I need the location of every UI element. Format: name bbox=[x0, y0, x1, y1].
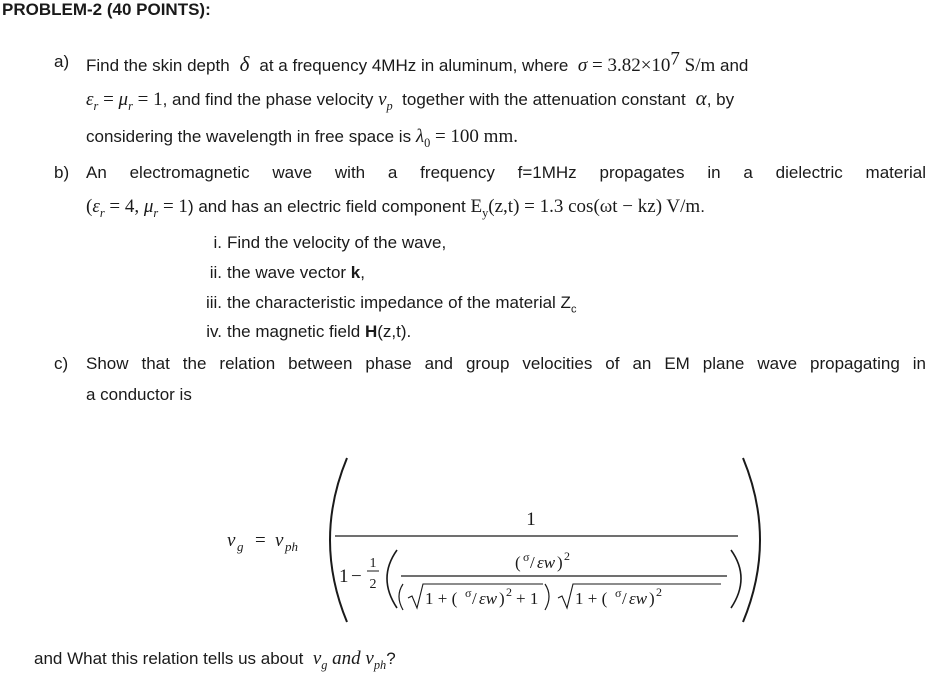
problem-title: PROBLEM-2 (40 POINTS): bbox=[2, 0, 211, 19]
svg-text:εw: εw bbox=[479, 589, 498, 608]
item-iii-num: iii. bbox=[205, 293, 222, 312]
item-i-num: i. bbox=[213, 233, 222, 252]
svg-text:): ) bbox=[649, 589, 655, 608]
svg-text:2: 2 bbox=[506, 585, 512, 599]
svg-text:−: − bbox=[351, 566, 362, 587]
svg-text:): ) bbox=[499, 589, 505, 608]
part-a-label: a) bbox=[54, 52, 70, 71]
part-c-line-2: a conductor is bbox=[86, 385, 192, 404]
group-velocity-formula bbox=[225, 450, 765, 630]
svg-text:g: g bbox=[237, 539, 244, 554]
part-a-line-3: considering the wavelength in free space is $\lambda_0 = 100$ mm. bbox=[86, 126, 518, 150]
svg-text:2: 2 bbox=[369, 577, 377, 592]
svg-text:): ) bbox=[557, 553, 563, 572]
part-c-line-1: Show that the relation between phase and group velocities of an EM plane wave propagating in bbox=[86, 354, 926, 373]
svg-text:2: 2 bbox=[564, 549, 570, 563]
svg-text:+ 1: + 1 bbox=[516, 589, 539, 608]
svg-text:ph: ph bbox=[285, 539, 298, 554]
item-iv-text: the magnetic field H(z,t). bbox=[227, 322, 412, 341]
svg-text:1 + (: 1 + ( bbox=[575, 589, 608, 608]
part-b-label: b) bbox=[54, 163, 70, 182]
svg-text:εw: εw bbox=[629, 589, 648, 608]
svg-text:1: 1 bbox=[339, 566, 349, 587]
svg-text:1: 1 bbox=[369, 556, 377, 571]
svg-text:=: = bbox=[255, 530, 266, 551]
svg-text:(: ( bbox=[515, 553, 521, 572]
svg-text:/: / bbox=[622, 589, 627, 608]
item-ii-text: the wave vector k, bbox=[227, 263, 365, 282]
svg-text:2: 2 bbox=[656, 585, 662, 599]
svg-text:v: v bbox=[227, 530, 236, 551]
part-b-line-2: ($\varepsilon_r = 4$, $\mu_r = 1$) and has an electric field component $E_y(z,t) = 1.3$ cos(ωt − kz) V/m. bbox=[86, 196, 705, 220]
item-ii-num: ii. bbox=[209, 263, 222, 282]
item-iii-text: the characteristic impedance of the material $Z_c$ bbox=[227, 293, 577, 316]
svg-text:σ: σ bbox=[615, 586, 622, 600]
svg-text:/: / bbox=[472, 589, 477, 608]
item-iv-num: iv. bbox=[206, 322, 222, 341]
final-question: and What this relation tells us about $v_g$ and $v_{ph}$? bbox=[34, 648, 396, 672]
part-c-label: c) bbox=[54, 354, 69, 373]
part-a-line-1: Find the skin depth δ at a frequency 4MHz in aluminum, where $\sigma = 3.82\times 10^7$ S/m and bbox=[86, 48, 749, 76]
svg-text:σ: σ bbox=[523, 550, 530, 564]
part-a-line-2: $\varepsilon_r = \mu_r = 1$, and find the phase velocity $v_p$ together with the attenuation constant α, by bbox=[86, 86, 735, 113]
svg-text:σ: σ bbox=[465, 586, 472, 600]
item-i-text: Find the velocity of the wave, bbox=[227, 233, 447, 252]
svg-text:εw: εw bbox=[537, 553, 556, 572]
svg-text:1 + (: 1 + ( bbox=[425, 589, 458, 608]
svg-text:v: v bbox=[275, 530, 284, 551]
svg-text:1: 1 bbox=[526, 509, 536, 530]
svg-text:/: / bbox=[530, 553, 535, 572]
part-b-line-1: An electromagnetic wave with a frequency f=1MHz propagates in a dielectric material bbox=[86, 163, 926, 182]
